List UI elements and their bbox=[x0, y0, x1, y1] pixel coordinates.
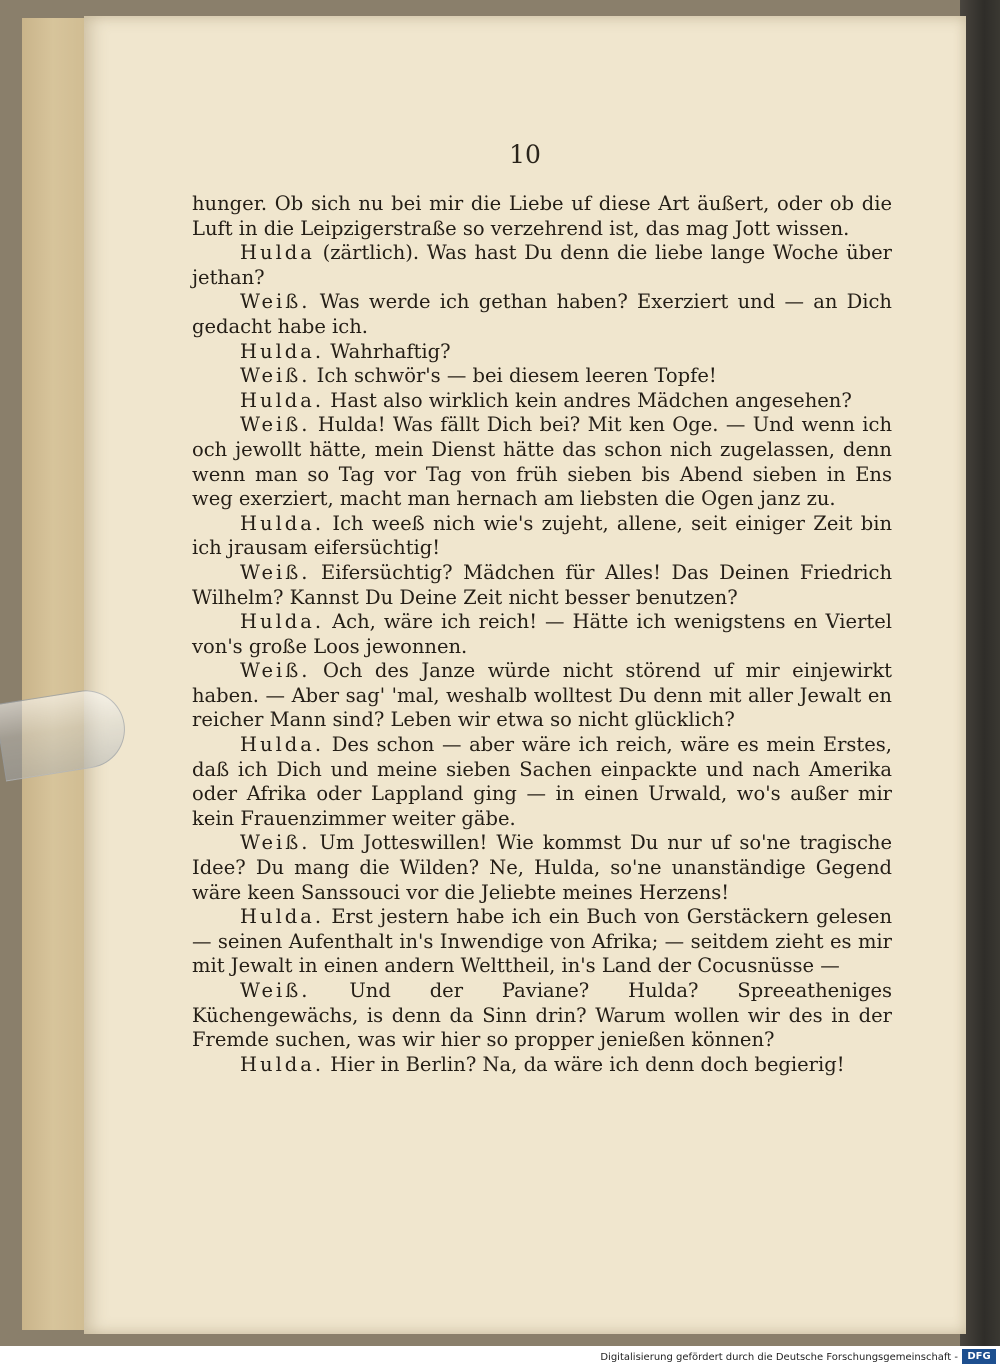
paragraph-text: Och des Janze würde nicht störend uf mir einjewirkt haben. — Aber sag' 'mal, weshalb wolltest Du denn mit aller Jewalt en reicher Mann sind? Leben wir etwa so nicht glücklich? bbox=[192, 659, 892, 732]
speaker-name: Weiß. bbox=[240, 979, 311, 1002]
text-paragraph bbox=[192, 905, 892, 979]
speaker-name: Weiß. bbox=[240, 831, 311, 855]
book-page bbox=[84, 16, 966, 1334]
text-paragraph bbox=[192, 290, 892, 339]
footer-bar bbox=[0, 1346, 1000, 1366]
paragraph-text: Ach, wäre ich reich! — Hätte ich wenigstens en Viertel von's große Loos jewonnen. bbox=[192, 610, 892, 658]
text-paragraph bbox=[192, 1053, 892, 1078]
speaker-name: Weiß. bbox=[240, 413, 311, 437]
text-paragraph bbox=[192, 241, 892, 290]
text-paragraph bbox=[192, 364, 892, 389]
speaker-name: Hulda. bbox=[240, 905, 325, 929]
paragraph-text: Hulda! Was fällt Dich bei? Mit ken Oge. — Und wenn ich och jewollt hätte, mein Dienst hätte das schon nich zugelassen, denn wenn man so Tag vor Tag von früh sieben bis Abend sieben in Ens weg exerziert, macht man hernach am liebsten die Ogen janz zu. bbox=[192, 413, 892, 511]
paragraph-text: Eifersüchtig? Mädchen für Alles! Das Deinen Friedrich Wilhelm? Kannst Du Deine Zeit nicht besser benutzen? bbox=[192, 560, 892, 609]
paragraph-text: Hast also wirklich kein andres Mädchen angesehen? bbox=[324, 388, 852, 412]
text-paragraph bbox=[192, 610, 892, 659]
speaker-name: Hulda bbox=[240, 241, 315, 265]
text-paragraph bbox=[192, 733, 892, 831]
paragraph-text: Was werde ich gethan haben? Exerziert und — an Dich gedacht habe ich. bbox=[192, 290, 892, 338]
paragraph-text: Um Jotteswillen! Wie kommst Du nur uf so'ne tragische Idee? Du mang die Wilden? Ne, Hulda, so'ne unanständige Gegend wäre keen Sanssouci vor die Jeliebte meines Herzens! bbox=[192, 831, 892, 904]
paragraph-text: Des schon — aber wäre ich reich, wäre es mein Erstes, daß ich Dich und meine sieben Sachen einpackte und nach Amerika oder Afrika oder Lappland ging — in einen Urwald, wo's außer mir kein Frauenzimmer weiter gäbe. bbox=[192, 733, 892, 830]
paragraph-text: Und der Paviane? Hulda? Spreeatheniges Küchengewächs, is denn da Sinn drin? Warum wollen wir des in der Fremde suchen, was wir hier so propper jenießen können? bbox=[192, 979, 892, 1052]
text-paragraph bbox=[192, 192, 892, 241]
page-number: 10 bbox=[509, 140, 541, 169]
speaker-name: Weiß. bbox=[240, 364, 311, 388]
speaker-name: Weiß. bbox=[240, 290, 311, 314]
book-cover-board bbox=[960, 0, 1000, 1366]
speaker-name: Hulda. bbox=[240, 511, 325, 535]
paragraph-text: Ich weeß nich wie's zujeht, allene, seit einiger Zeit bin ich jrausam eifersüchtig! bbox=[192, 511, 892, 560]
text-paragraph bbox=[192, 979, 892, 1053]
speaker-name: Weiß. bbox=[240, 560, 311, 584]
speaker-name: Hulda. bbox=[240, 733, 325, 757]
paragraph-text: Wahrhaftig? bbox=[324, 339, 451, 363]
speaker-name: Hulda. bbox=[240, 1052, 325, 1076]
text-paragraph bbox=[192, 561, 892, 610]
paragraph-text: (zärtlich). Was hast Du denn die liebe lange Woche über jethan? bbox=[192, 241, 892, 289]
text-paragraph bbox=[192, 413, 892, 511]
dfg-logo-icon: DFG bbox=[962, 1349, 996, 1364]
text-paragraph bbox=[192, 831, 892, 905]
speaker-name: Hulda. bbox=[240, 339, 325, 363]
footer-credit: Digitalisierung gefördert durch die Deutsche Forschungsgemeinschaft - bbox=[600, 1352, 958, 1363]
text-paragraph bbox=[192, 659, 892, 733]
text-paragraph bbox=[192, 389, 892, 414]
paragraph-text: Hier in Berlin? Na, da wäre ich denn doch begierig! bbox=[324, 1052, 845, 1076]
speaker-name: Hulda. bbox=[240, 610, 325, 634]
paragraph-text: Ich schwör's — bei diesem leeren Topfe! bbox=[310, 364, 717, 388]
paragraph-text: Erst jestern habe ich ein Buch von Gerstäckern gelesen — seinen Aufenthalt in's Inwendige von Afrika; — seitdem zieht es mir mit Jewalt in einen andern Welttheil, in's Land der Cocusnüsse — bbox=[192, 905, 892, 978]
text-paragraph bbox=[192, 512, 892, 561]
speaker-name: Hulda. bbox=[240, 388, 325, 412]
paragraph-text: hunger. Ob sich nu bei mir die Liebe uf diese Art äußert, oder ob die Luft in die Leipzigerstraße so verzehrend ist, das mag Jott wissen. bbox=[192, 192, 892, 240]
speaker-name: Weiß. bbox=[240, 659, 311, 683]
page-text bbox=[192, 192, 892, 1077]
text-paragraph bbox=[192, 340, 892, 365]
